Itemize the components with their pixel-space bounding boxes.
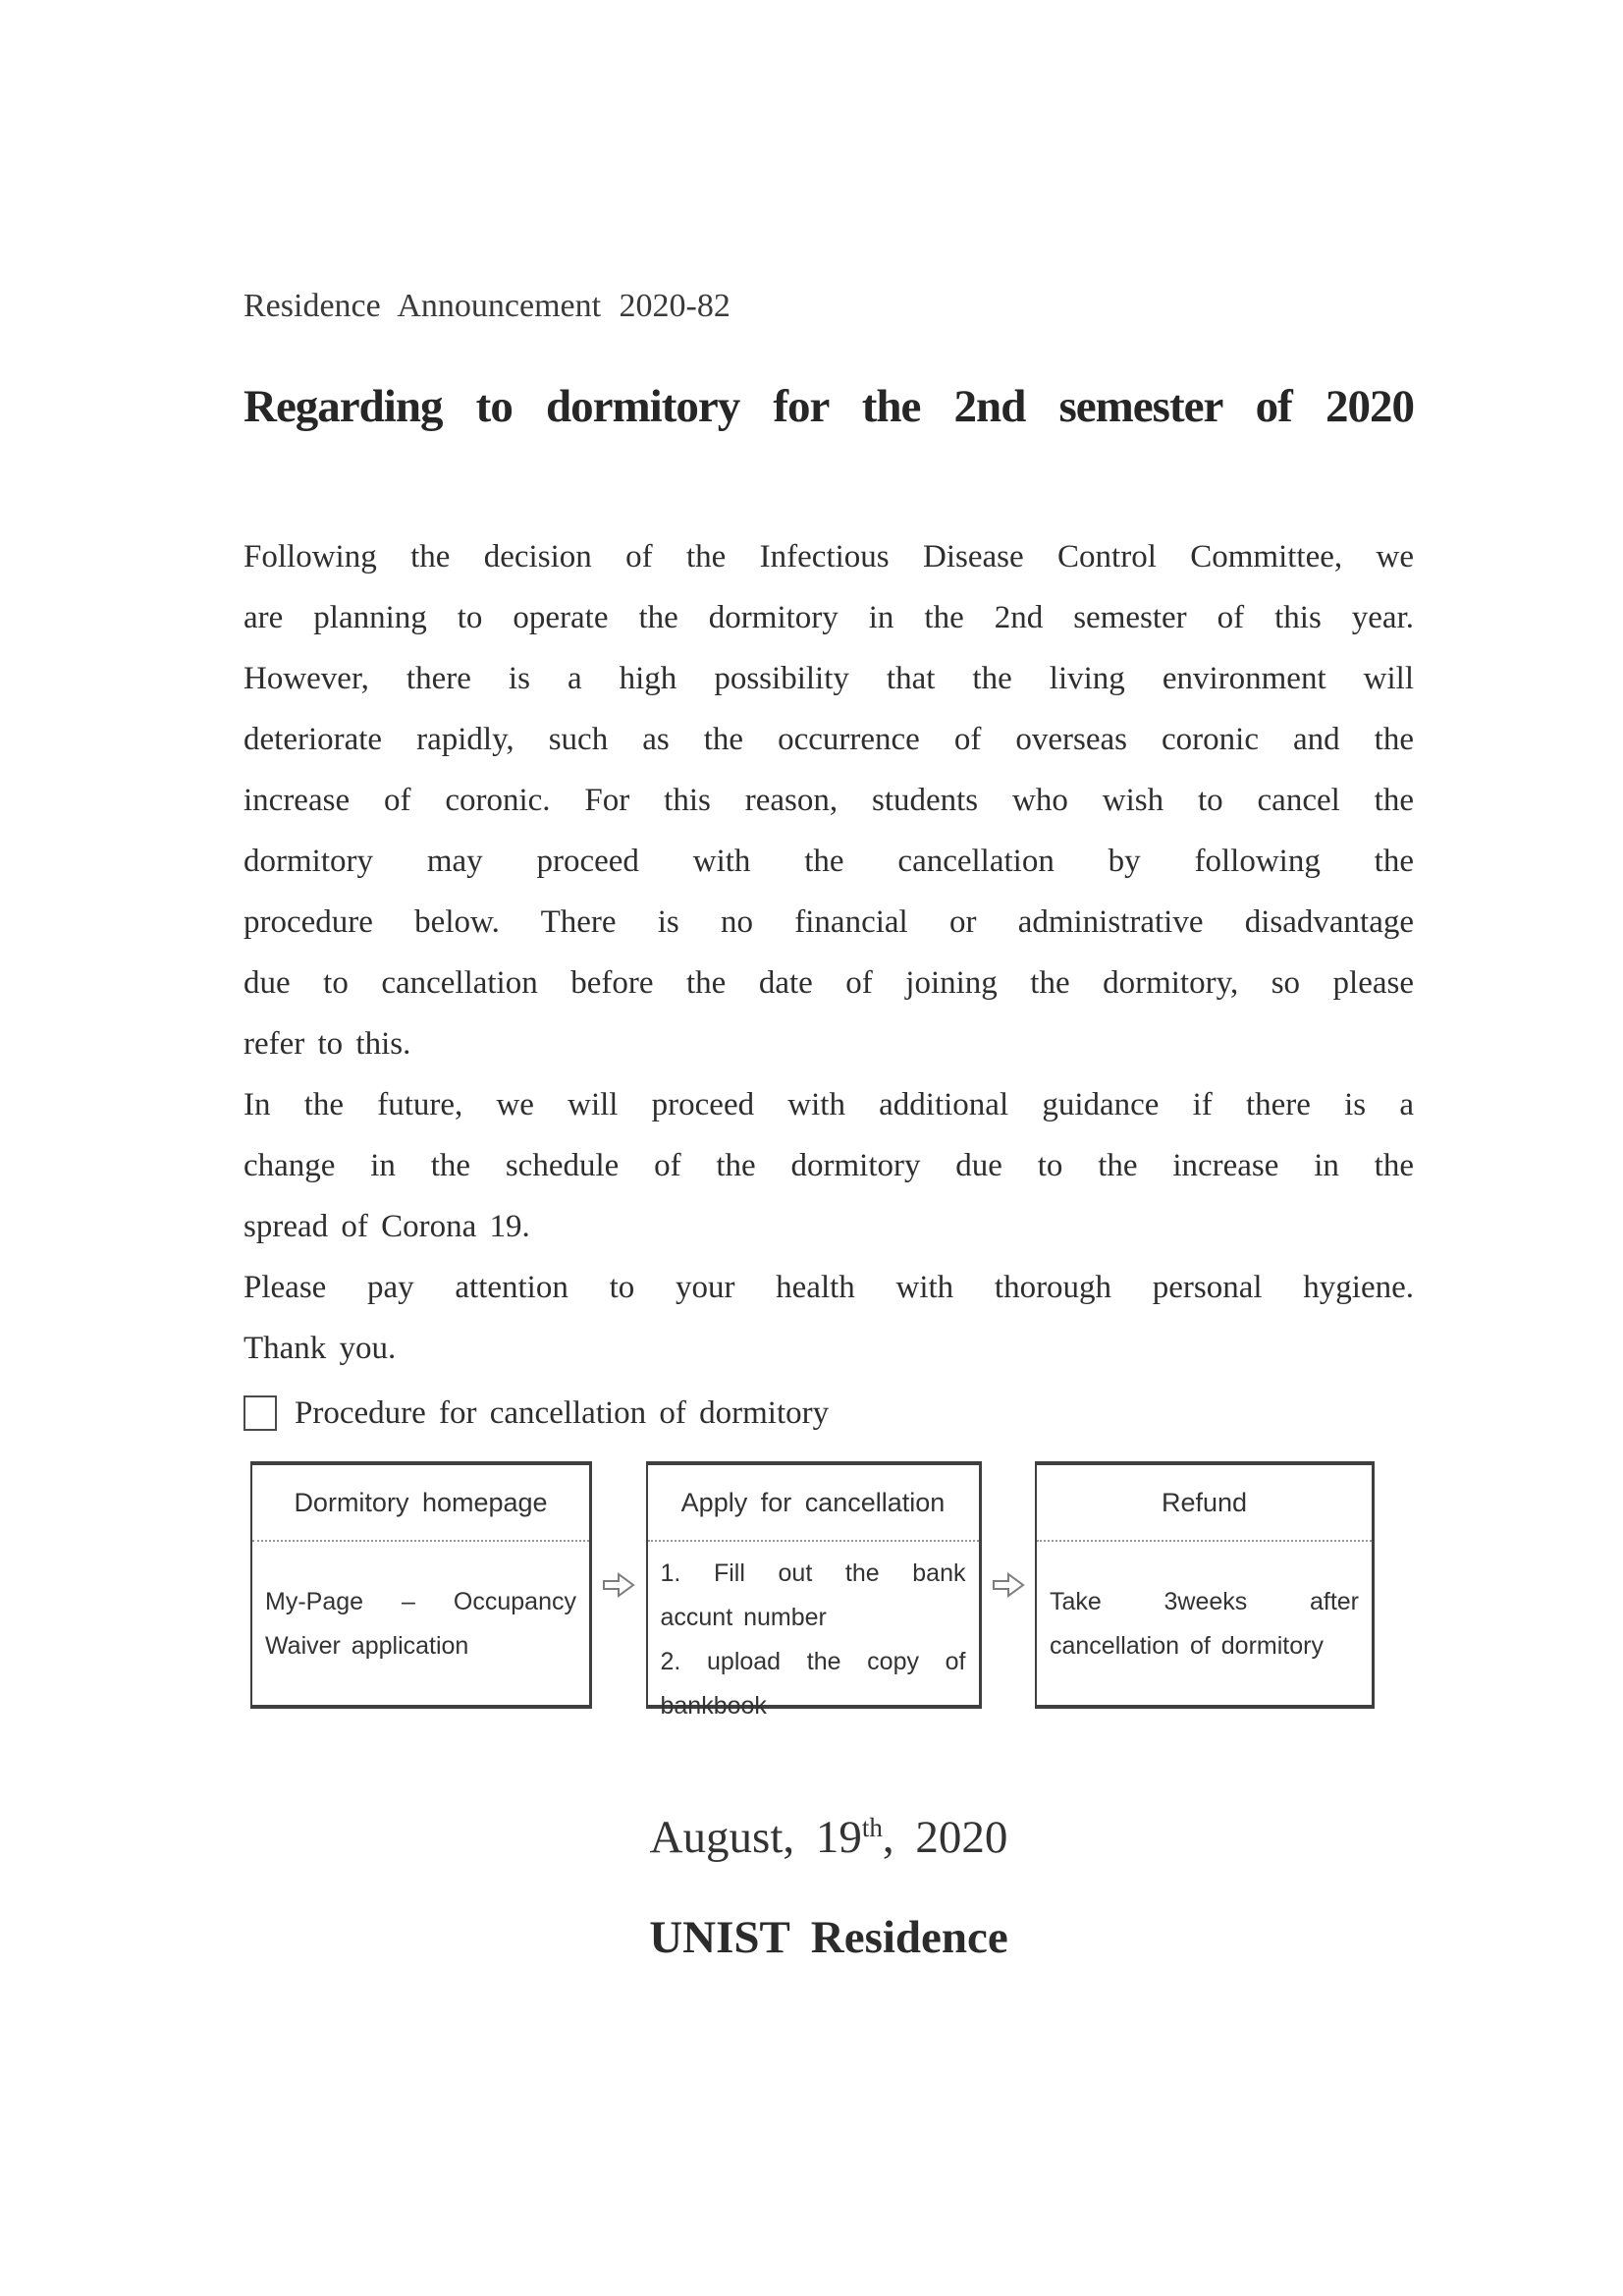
step-body bbox=[1037, 1542, 1372, 1705]
checkbox-icon bbox=[243, 1395, 277, 1431]
body-line: Following the decision of the Infectious Disease Control Committee, we bbox=[243, 539, 1414, 574]
date-line bbox=[243, 1799, 1414, 1866]
step-box-apply-for-cancellation bbox=[646, 1461, 982, 1720]
paragraph-4: Thank you. bbox=[243, 1331, 397, 1366]
body-text bbox=[243, 526, 1414, 1379]
step-box-dormitory-homepage bbox=[250, 1461, 592, 1709]
body-line: However, there is a high possibility that the living environment will bbox=[243, 661, 1414, 696]
procedure-flow bbox=[250, 1461, 1375, 1720]
step-title: Apply for cancellation bbox=[648, 1465, 979, 1542]
body-line: are planning to operate the dormitory in the 2nd semester of this year. bbox=[243, 600, 1414, 635]
document-number: Residence Announcement 2020-82 bbox=[243, 288, 730, 324]
step-body-line: cancellation of dormitory bbox=[1050, 1632, 1324, 1660]
paragraph-2 bbox=[243, 1074, 1414, 1257]
step-body-line: Waiver application bbox=[265, 1632, 469, 1660]
step-title: Dormitory homepage bbox=[252, 1465, 589, 1542]
paragraph-3: Please pay attention to your health with thorough personal hygiene. bbox=[243, 1270, 1414, 1305]
body-line: dormitory may proceed with the cancellation by following the bbox=[243, 844, 1414, 879]
step-body bbox=[648, 1542, 979, 1736]
body-line: deteriorate rapidly, such as the occurrence of overseas coronic and the bbox=[243, 722, 1414, 757]
step-body-line: Take 3weeks after bbox=[1050, 1588, 1359, 1615]
arrow-right-icon bbox=[601, 1569, 636, 1601]
body-line: increase of coronic. For this reason, students who wish to cancel the bbox=[243, 783, 1414, 818]
step-body-line: 2. upload the copy of bbox=[660, 1648, 966, 1675]
body-line: due to cancellation before the date of joining the dormitory, so please bbox=[243, 965, 1414, 1001]
step-box-refund bbox=[1035, 1461, 1375, 1709]
date-prefix: August, 19 bbox=[649, 1812, 862, 1863]
procedure-heading-row bbox=[243, 1383, 1414, 1444]
step-title: Refund bbox=[1037, 1465, 1372, 1542]
date-suffix: , 2020 bbox=[882, 1812, 1008, 1863]
body-line: refer to this. bbox=[243, 1026, 411, 1062]
signature-line: UNIST Residence bbox=[649, 1912, 1008, 1963]
body-line: change in the schedule of the dormitory due to the increase in the bbox=[243, 1148, 1414, 1183]
paragraph-1 bbox=[243, 526, 1414, 1074]
document-title bbox=[243, 379, 1414, 434]
step-body-line: 1. Fill out the bank bbox=[660, 1559, 966, 1587]
body-line: procedure below. There is no financial or administrative disadvantage bbox=[243, 904, 1414, 940]
step-body-line: bankbook bbox=[660, 1692, 767, 1720]
step-body bbox=[252, 1542, 589, 1705]
step-body-line: accunt number bbox=[660, 1604, 827, 1631]
arrow-right-icon bbox=[991, 1569, 1026, 1601]
date-ordinal-suffix: th bbox=[861, 1813, 883, 1842]
body-line: spread of Corona 19. bbox=[243, 1209, 530, 1244]
step-body-line: My-Page – Occupancy bbox=[265, 1588, 576, 1615]
body-line: In the future, we will proceed with additional guidance if there is a bbox=[243, 1087, 1414, 1122]
procedure-heading: Procedure for cancellation of dormitory bbox=[295, 1395, 830, 1431]
document-title-text: Regarding to dormitory for the 2nd semester of 2020 bbox=[243, 381, 1414, 432]
